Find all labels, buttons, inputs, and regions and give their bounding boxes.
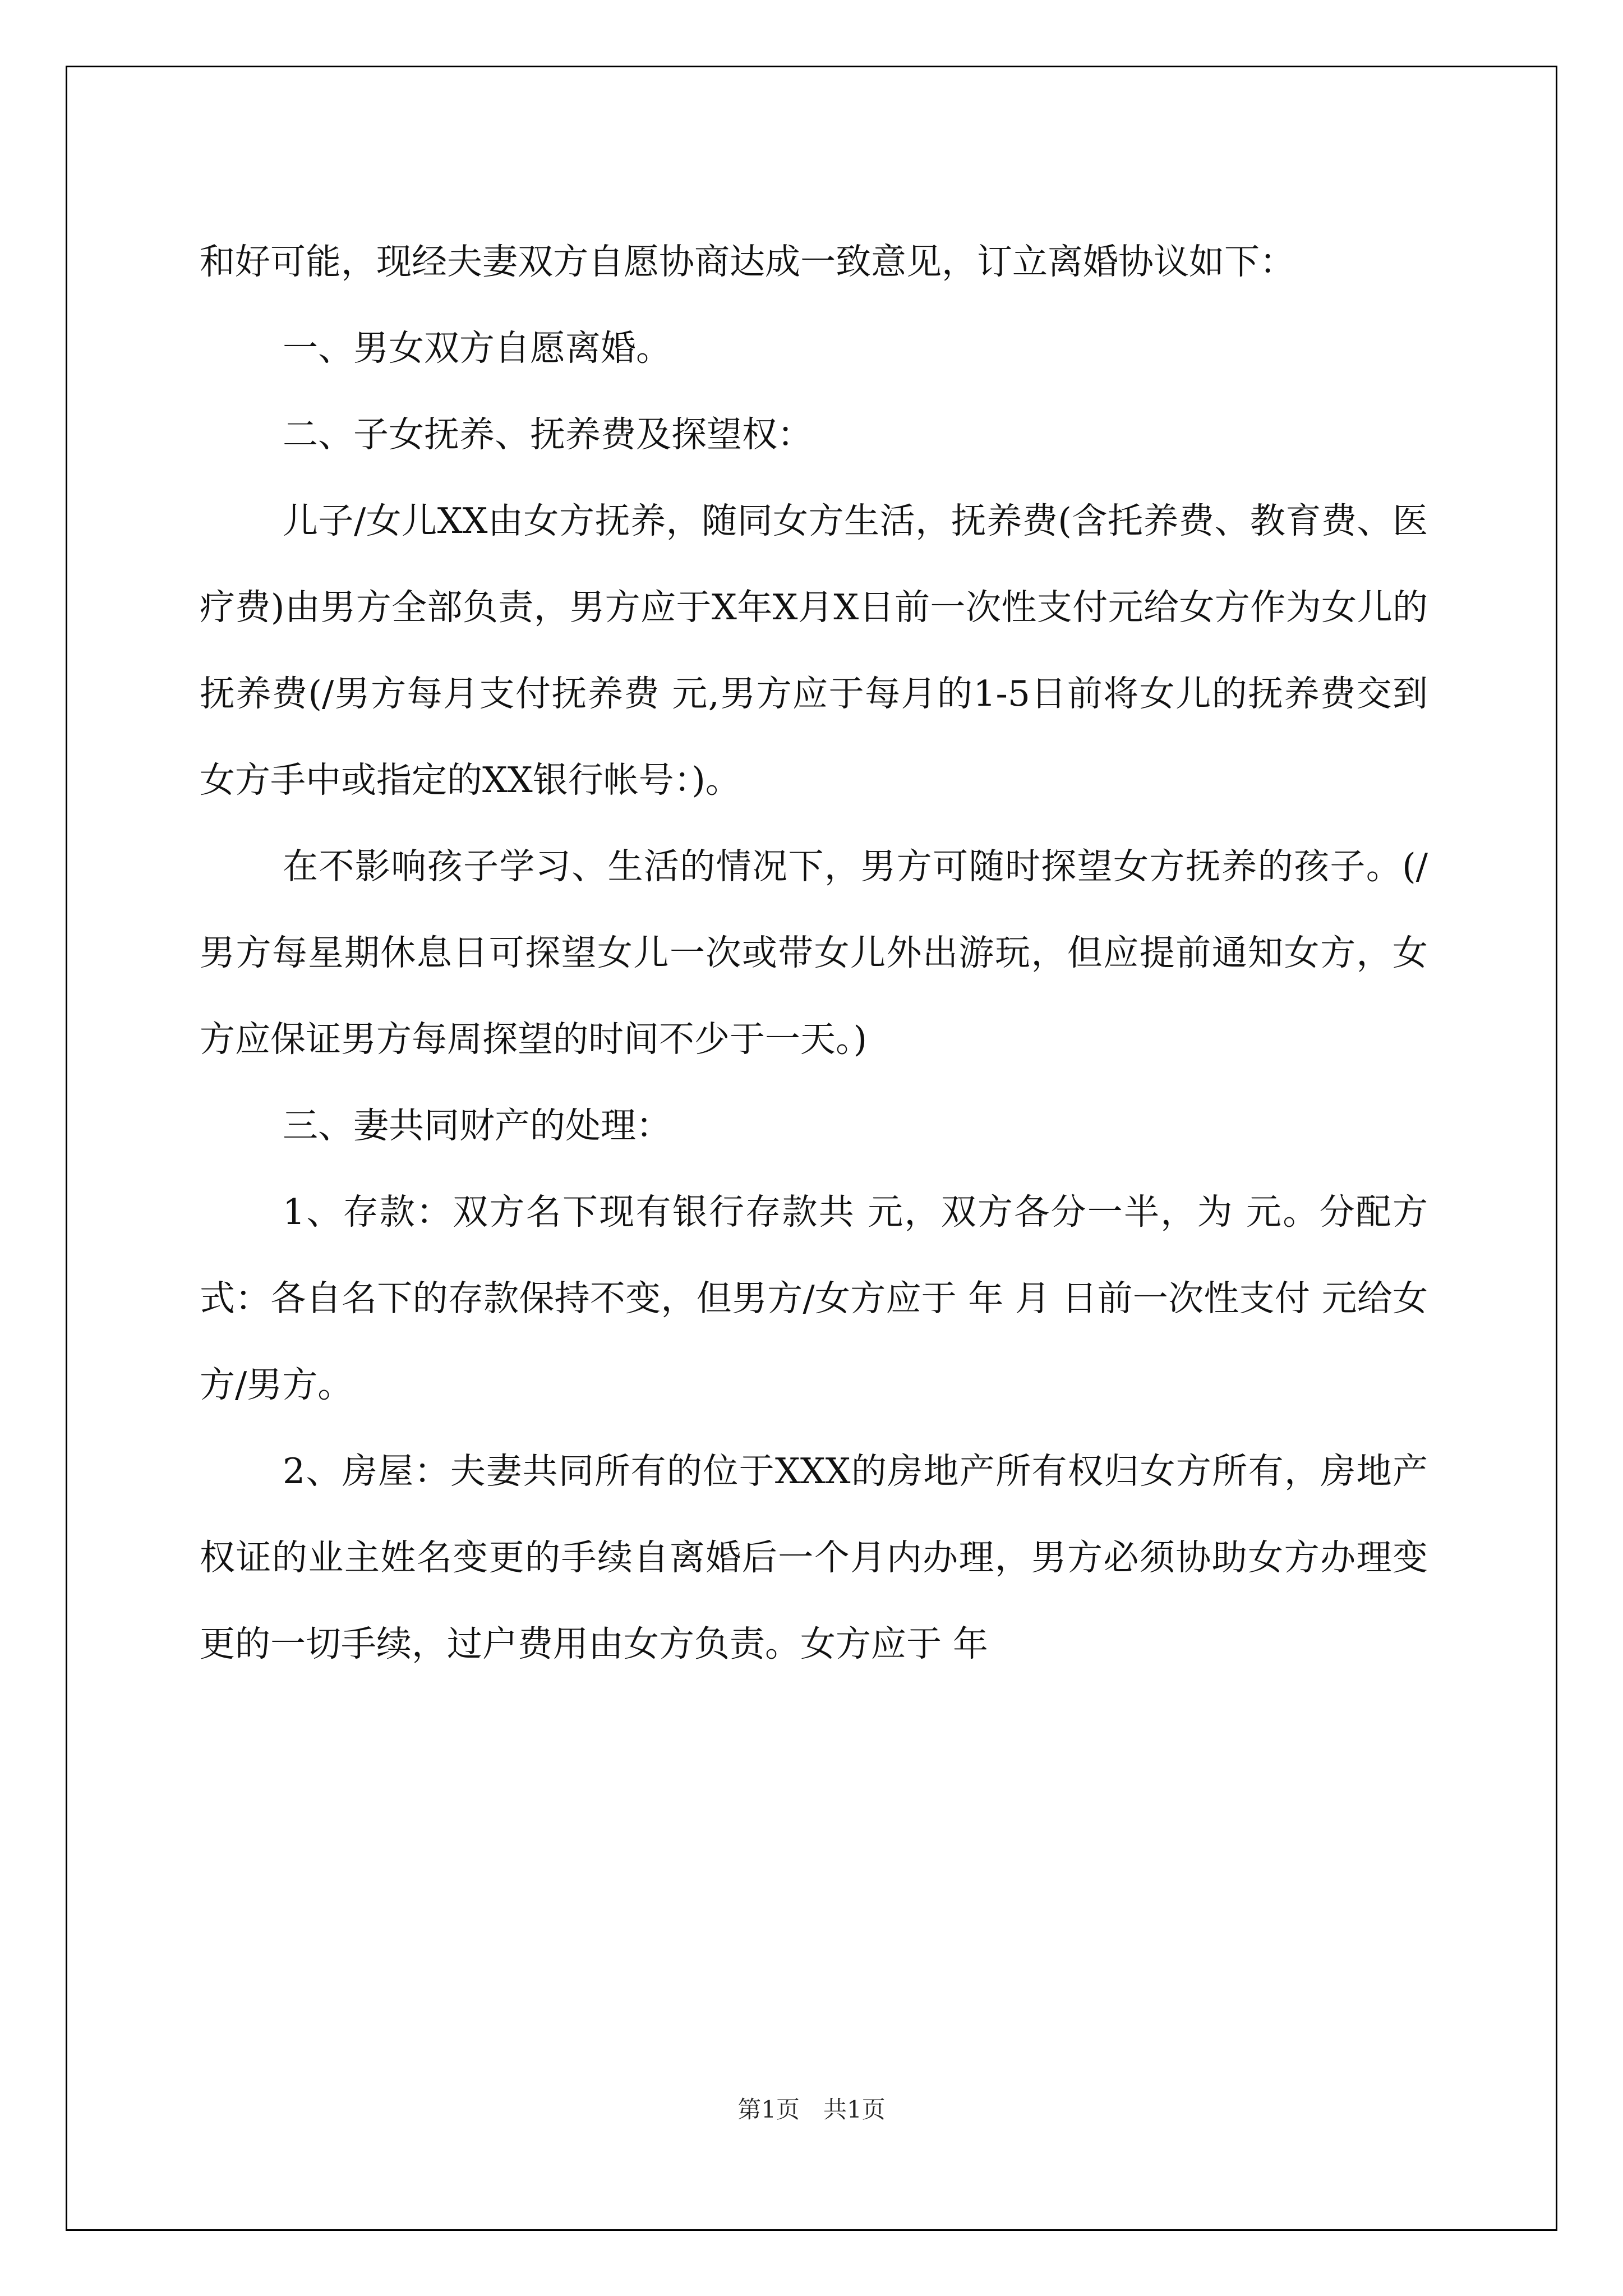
- paragraph-clause-2-heading: 二、子女抚养、抚养费及探望权：: [283, 414, 813, 455]
- paragraph-house: 2、房屋：夫妻共同所有的位于XXX的房地产所有权归女方所有，房地产权证的业主姓名变更的手续自离婚后一个月内办理，男方必须协助女方办理变更的一切手续，过户费用由女方负责。女方应于 年: [200, 1451, 1428, 1664]
- document-body: [200, 219, 1428, 1687]
- paragraph-continuation: 和好可能，现经夫妻双方自愿协商达成一致意见，订立离婚协议如下：: [200, 241, 1295, 282]
- paragraph-deposits: 1、存款：双方名下现有银行存款共 元，双方各分一半，为 元。分配方式：各自名下的存款保持不变，但男方/女方应于 年 月 日前一次性支付 元给女方/男方。: [200, 1191, 1428, 1405]
- paragraph-clause-1: 一、男女双方自愿离婚。: [283, 328, 671, 369]
- paragraph-clause-3-heading: 三、妻共同财产的处理：: [283, 1105, 671, 1146]
- page-number-footer: 第1页 共1页: [737, 2096, 886, 2123]
- paragraph-child-support: 儿子/女儿XX由女方抚养，随同女方生活，抚养费(含托养费、教育费、医疗费)由男方全部负责，男方应于X年X月X日前一次性支付元给女方作为女儿的抚养费(/男方每月支付抚养费 元,男方应于每月的1-5日前将女儿的抚养费交到女方手中或指定的XX银行帐号：)。: [200, 500, 1428, 800]
- paragraph-visitation: 在不影响孩子学习、生活的情况下，男方可随时探望女方抚养的孩子。(/男方每星期休息日可探望女儿一次或带女儿外出游玩，但应提前通知女方，女方应保证男方每周探望的时间不少于一天。): [200, 846, 1428, 1060]
